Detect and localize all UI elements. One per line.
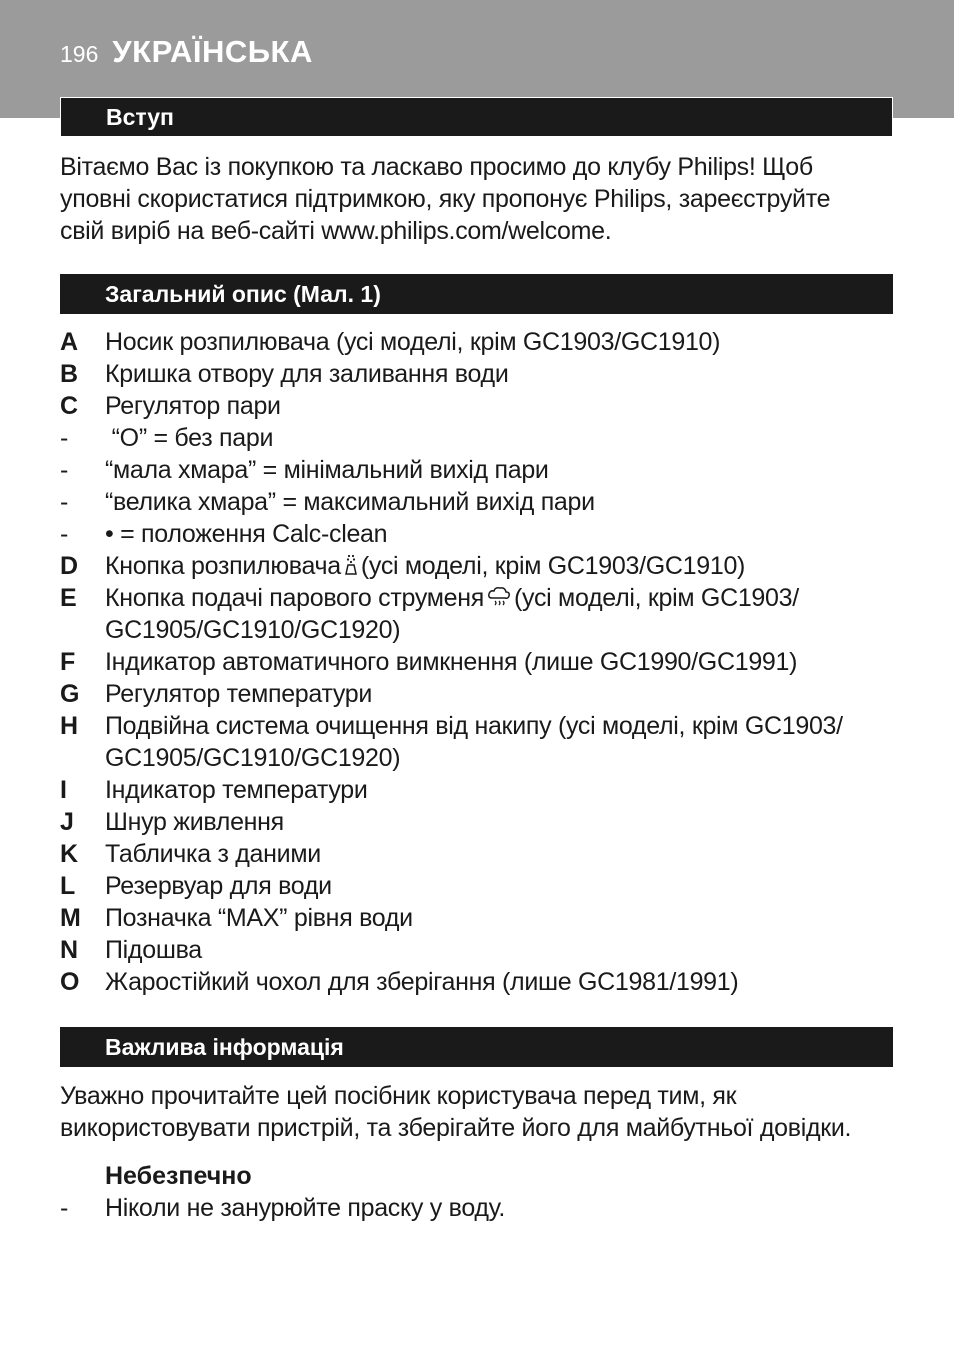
item-key: - — [60, 488, 69, 516]
item-text: Жаростійкий чохол для зберігання (лише GC1981/1991) — [105, 968, 739, 996]
important-line: використовувати пристрій, та зберігайте його для майбутньої довідки. — [60, 1114, 852, 1142]
item-text: Шнур живлення — [105, 808, 284, 836]
item-text: Індикатор температури — [105, 776, 368, 804]
important-paragraph — [60, 1080, 920, 1144]
item-text: Позначка “MAX” рівня води — [105, 904, 413, 932]
page-language-title: УКРАЇНСЬКА — [112, 34, 313, 69]
list-item — [60, 710, 920, 774]
item-text: (усі моделі, крім GC1903/GC1910) — [360, 552, 746, 580]
list-item — [60, 582, 920, 646]
item-text: Кнопка розпилювача — [105, 552, 341, 580]
item-text: GC1905/GC1910/GC1920) — [105, 616, 401, 644]
item-text: GC1905/GC1910/GC1920) — [105, 744, 401, 772]
intro-line: свій виріб на веб-сайті www.philips.com/welcome. — [60, 217, 612, 245]
list-item — [60, 838, 920, 870]
item-key: - — [60, 456, 69, 484]
item-key: F — [60, 648, 75, 676]
danger-heading: Небезпечно — [105, 1162, 252, 1190]
item-text: Носик розпилювача (усі моделі, крім GC1903/GC1910) — [105, 328, 721, 356]
item-text: “велика хмара” = максимальний вихід пари — [105, 488, 595, 516]
item-text: Індикатор автоматичного вимкнення (лише GC1990/GC1991) — [105, 648, 798, 676]
section-bar-intro — [60, 97, 893, 137]
item-key: K — [60, 840, 78, 868]
item-text: Ніколи не занурюйте праску у воду. — [105, 1194, 506, 1222]
list-item — [60, 966, 920, 998]
item-key: L — [60, 872, 75, 900]
important-line: Уважно прочитайте цей посібник користувача перед тим, як — [60, 1082, 737, 1110]
item-key: C — [60, 392, 78, 420]
list-item — [60, 454, 920, 486]
item-text: Кнопка подачі парового струменя — [105, 584, 485, 612]
item-text: “O” = без пари — [105, 424, 274, 452]
list-item — [60, 902, 920, 934]
item-key: - — [60, 424, 69, 452]
parts-list — [60, 326, 920, 998]
intro-line: Вітаємо Вас із покупкою та ласкаво просимо до клубу Philips! Щоб — [60, 153, 813, 181]
item-key: I — [60, 776, 67, 804]
section-bar-general-description — [60, 274, 893, 314]
item-key: M — [60, 904, 81, 932]
page-header — [60, 34, 313, 74]
intro-paragraph — [60, 151, 920, 247]
steam-shot-icon — [487, 586, 511, 608]
section-title-important-information: Важлива інформація — [105, 1033, 344, 1060]
page-number: 196 — [60, 41, 99, 67]
list-item — [60, 358, 920, 390]
item-key: G — [60, 680, 80, 708]
list-item — [60, 390, 920, 422]
item-text: Підошва — [105, 936, 202, 964]
list-item — [60, 678, 920, 710]
list-item — [60, 486, 920, 518]
item-key: - — [60, 520, 69, 548]
item-key: J — [60, 808, 74, 836]
list-item — [60, 422, 920, 454]
intro-line: уповні скористатися підтримкою, яку пропонує Philips, зареєструйте — [60, 185, 831, 213]
item-text: Подвійна система очищення від накипу (усі моделі, крім GC1903/ — [105, 712, 843, 740]
list-item — [60, 518, 920, 550]
item-text: Кришка отвору для заливання води — [105, 360, 509, 388]
item-text-line — [105, 582, 920, 614]
item-text: Резервуар для води — [105, 872, 332, 900]
list-item — [60, 550, 920, 582]
list-item — [60, 326, 920, 358]
list-item — [60, 774, 920, 806]
item-key: N — [60, 936, 78, 964]
item-text: Регулятор температури — [105, 680, 373, 708]
item-text: “мала хмара” = мінімальний вихід пари — [105, 456, 549, 484]
spray-icon — [344, 554, 358, 576]
item-key: B — [60, 360, 78, 388]
item-key: E — [60, 584, 77, 612]
section-bar-important-information — [60, 1027, 893, 1067]
item-text: Табличка з даними — [105, 840, 321, 868]
section-title-intro: Вступ — [106, 103, 174, 130]
item-key: - — [60, 1194, 69, 1222]
item-text: • = положення Calc-clean — [105, 520, 388, 548]
item-key: O — [60, 968, 80, 996]
item-text: Регулятор пари — [105, 392, 281, 420]
list-item — [60, 1192, 505, 1224]
item-key: A — [60, 328, 78, 356]
list-item — [60, 806, 920, 838]
list-item — [60, 870, 920, 902]
section-title-general-description: Загальний опис (Мал. 1) — [105, 280, 381, 307]
item-text: (усі моделі, крім GC1903/ — [514, 584, 799, 612]
list-item — [60, 934, 920, 966]
item-key: D — [60, 552, 78, 580]
list-item — [60, 646, 920, 678]
item-key: H — [60, 712, 78, 740]
item-text-line — [105, 550, 920, 582]
